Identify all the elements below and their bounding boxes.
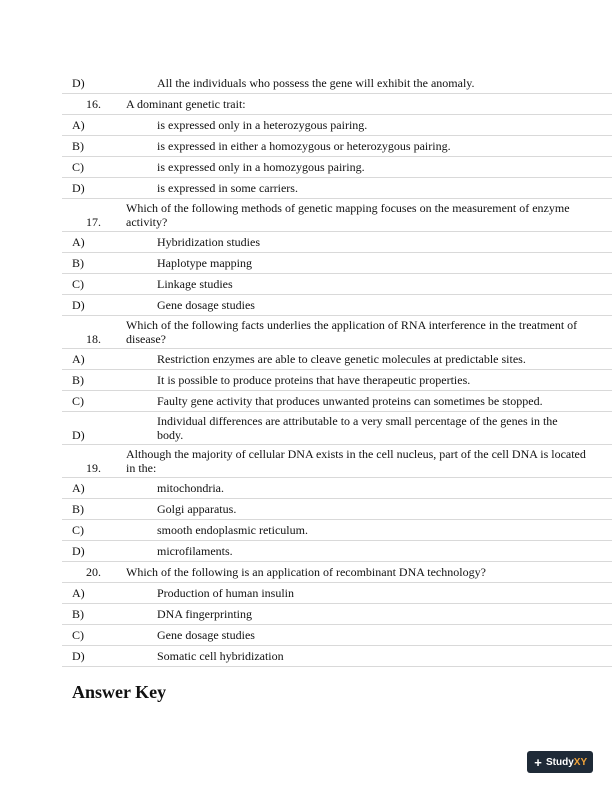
- text-line-2: disease?: [126, 332, 166, 346]
- option-row: [62, 253, 612, 274]
- option-label: A): [72, 352, 85, 366]
- option-row: [62, 541, 612, 562]
- option-row: [62, 499, 612, 520]
- text-line-1: Which of the following methods of genetic mapping focuses on the measurement of enzyme: [126, 201, 570, 215]
- option-row: [62, 646, 612, 667]
- question-number: 18.: [86, 332, 101, 346]
- question-row: [62, 562, 612, 583]
- option-label: A): [72, 118, 85, 132]
- option-row: [62, 232, 612, 253]
- question-row: [62, 445, 612, 478]
- option-label: B): [72, 139, 84, 153]
- option-text: microfilaments.: [157, 544, 233, 558]
- question-number: 17.: [86, 215, 101, 229]
- option-text: is expressed in some carriers.: [157, 181, 298, 195]
- question-row: [62, 316, 612, 349]
- badge-brand-text: Study: [546, 756, 574, 768]
- option-row: [62, 349, 612, 370]
- studyxy-badge[interactable]: [527, 751, 593, 773]
- option-text: It is possible to produce proteins that have therapeutic properties.: [157, 373, 471, 387]
- question-text: A dominant genetic trait:: [126, 97, 246, 111]
- option-text: Somatic cell hybridization: [157, 649, 284, 663]
- option-text: Faulty gene activity that produces unwanted proteins can sometimes be stopped.: [157, 394, 543, 408]
- text-line-2: activity?: [126, 215, 168, 229]
- option-row: [62, 274, 612, 295]
- question-text: [126, 447, 612, 475]
- option-label: D): [72, 649, 85, 663]
- option-row: [62, 295, 612, 316]
- answer-key-heading: Answer Key: [72, 682, 167, 702]
- text-line-2: in the:: [126, 461, 157, 475]
- option-text: Haplotype mapping: [157, 256, 252, 270]
- question-row: [62, 94, 612, 115]
- option-text: Hybridization studies: [157, 235, 260, 249]
- question-number: 19.: [86, 461, 101, 475]
- question-text: [126, 318, 612, 346]
- option-label: B): [72, 256, 84, 270]
- option-text: is expressed only in a homozygous pairing.: [157, 160, 365, 174]
- option-text: smooth endoplasmic reticulum.: [157, 523, 308, 537]
- option-text: Gene dosage studies: [157, 298, 255, 312]
- option-text: All the individuals who possess the gene will exhibit the anomaly.: [157, 76, 475, 90]
- text-line-1: Which of the following facts underlies the application of RNA interference in the treatment of: [126, 318, 578, 332]
- question-number: 20.: [86, 565, 101, 579]
- option-text: Production of human insulin: [157, 586, 294, 600]
- option-row: [62, 73, 612, 94]
- text-line-2: body.: [157, 428, 184, 442]
- text-line-1: Individual differences are attributable to a very small percentage of the genes in the: [157, 414, 558, 428]
- plus-icon: +: [534, 754, 542, 770]
- option-row: [62, 391, 612, 412]
- option-label: D): [72, 76, 85, 90]
- option-label: D): [72, 181, 85, 195]
- option-text: DNA fingerprinting: [157, 607, 252, 621]
- option-row: [62, 370, 612, 391]
- question-number: 16.: [86, 97, 101, 111]
- question-text: Which of the following is an application of recombinant DNA technology?: [126, 565, 486, 579]
- option-text: Gene dosage studies: [157, 628, 255, 642]
- option-label: D): [72, 298, 85, 312]
- text-line-1: Although the majority of cellular DNA exists in the cell nucleus, part of the cell DNA is located: [126, 447, 586, 461]
- option-label: C): [72, 628, 84, 642]
- option-row: [62, 412, 612, 445]
- option-text: Golgi apparatus.: [157, 502, 237, 516]
- option-row: [62, 478, 612, 499]
- option-label: A): [72, 235, 85, 249]
- option-label: B): [72, 607, 84, 621]
- option-label: B): [72, 502, 84, 516]
- option-row: [62, 157, 612, 178]
- option-label: C): [72, 394, 84, 408]
- option-label: C): [72, 277, 84, 291]
- option-label: A): [72, 586, 85, 600]
- question-row: [62, 199, 612, 232]
- option-text: Restriction enzymes are able to cleave genetic molecules at predictable sites.: [157, 352, 526, 366]
- option-text: is expressed only in a heterozygous pairing.: [157, 118, 368, 132]
- option-label: C): [72, 523, 84, 537]
- option-label: C): [72, 160, 84, 174]
- question-table: [62, 73, 612, 667]
- option-row: [62, 136, 612, 157]
- option-row: [62, 583, 612, 604]
- option-label: A): [72, 481, 85, 495]
- option-text: Linkage studies: [157, 277, 233, 291]
- option-label: D): [72, 428, 85, 442]
- option-text: is expressed in either a homozygous or heterozygous pairing.: [157, 139, 451, 153]
- option-row: [62, 520, 612, 541]
- option-row: [62, 604, 612, 625]
- option-label: D): [72, 544, 85, 558]
- option-row: [62, 178, 612, 199]
- option-row: [62, 115, 612, 136]
- question-text: [126, 201, 612, 229]
- option-label: B): [72, 373, 84, 387]
- option-text: mitochondria.: [157, 481, 224, 495]
- option-row: [62, 625, 612, 646]
- option-text: [157, 414, 612, 442]
- badge-brand-accent: XY: [573, 756, 588, 768]
